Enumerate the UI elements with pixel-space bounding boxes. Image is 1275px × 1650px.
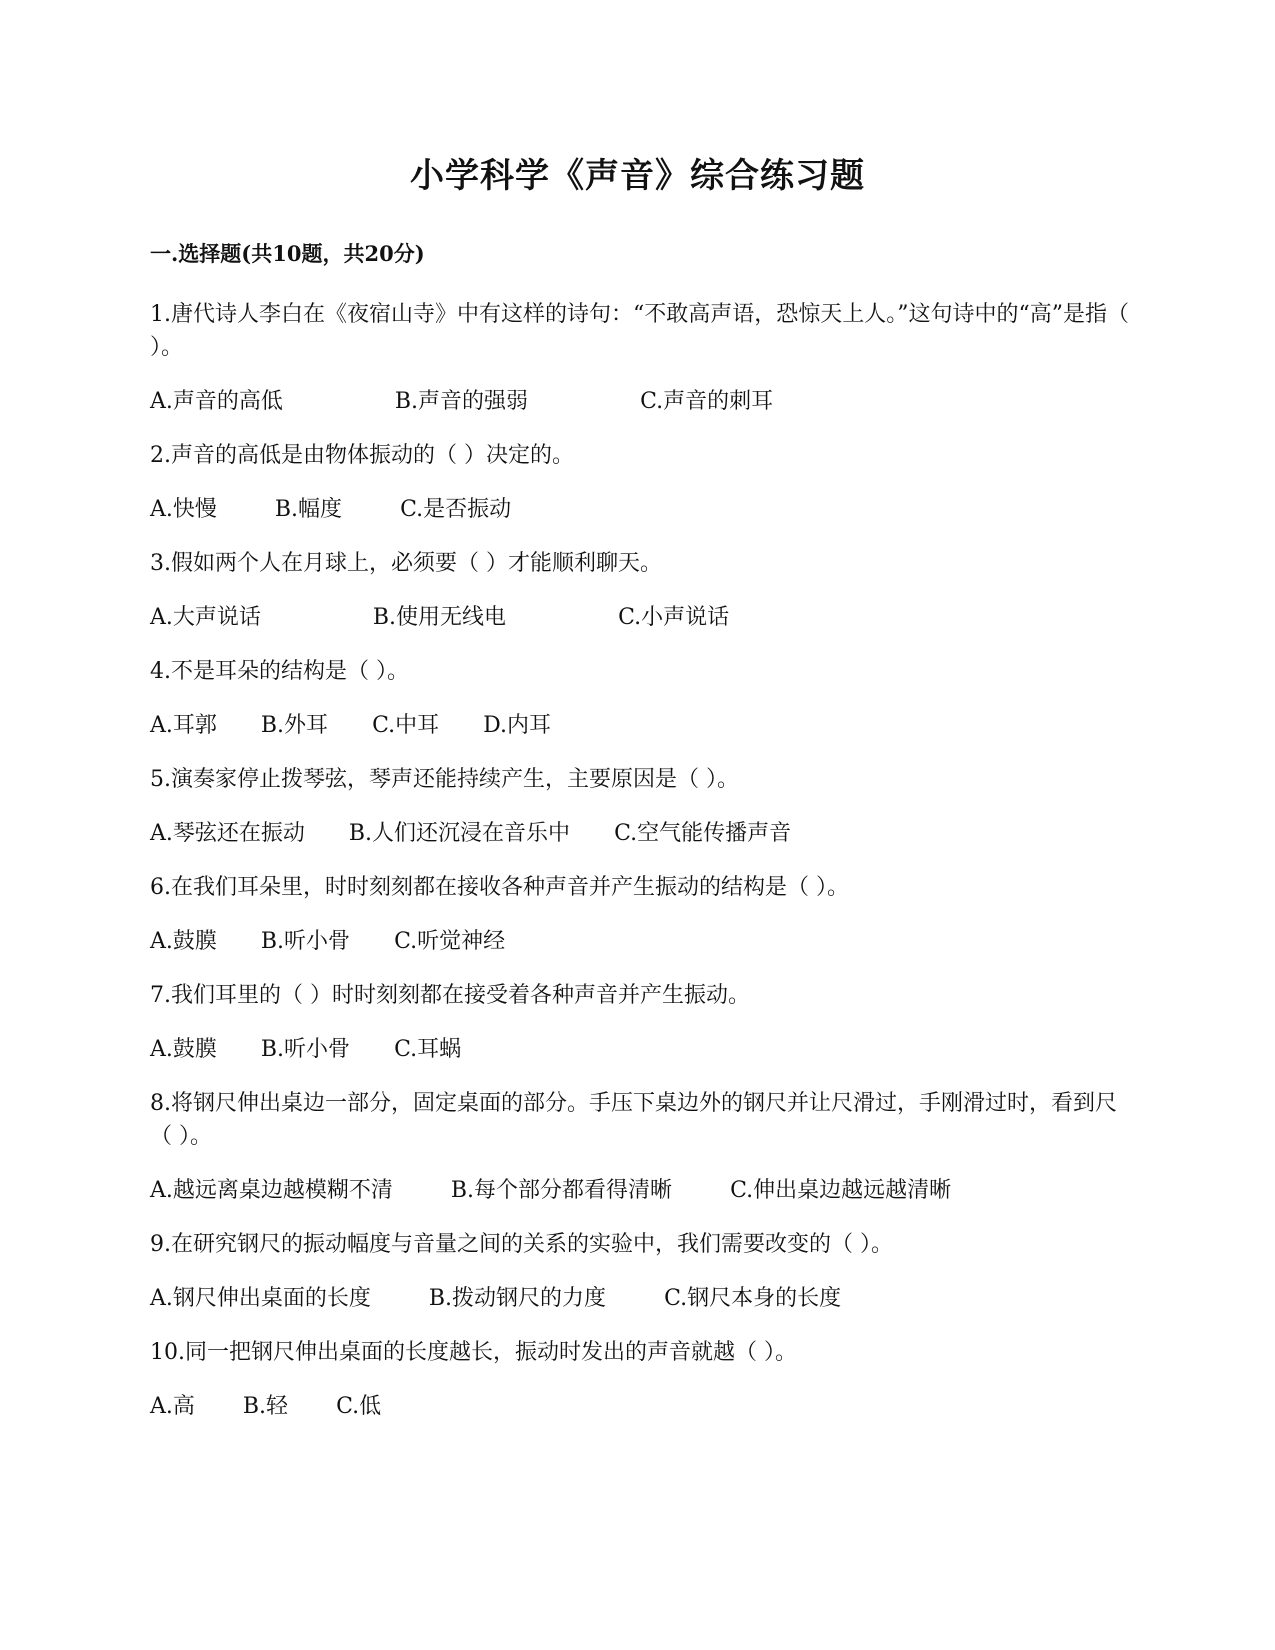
option-b: B.拨动钢尺的力度 bbox=[428, 1286, 607, 1311]
option-b: B.使用无线电 bbox=[372, 605, 507, 630]
question-3 bbox=[150, 547, 1130, 634]
option-b: B.听小骨 bbox=[260, 929, 351, 954]
question-6 bbox=[150, 871, 1130, 958]
option-b: B.声音的强弱 bbox=[394, 389, 529, 414]
question-10 bbox=[150, 1336, 1130, 1423]
option-c: C.小声说话 bbox=[618, 605, 730, 630]
question-text: 3.假如两个人在月球上，必须要（ ）才能顺利聊天。 bbox=[150, 551, 662, 576]
question-text: 9.在研究钢尺的振动幅度与音量之间的关系的实验中，我们需要改变的（ ）。 bbox=[150, 1232, 893, 1257]
option-c: C.耳蜗 bbox=[394, 1037, 462, 1062]
question-4 bbox=[150, 655, 1130, 742]
question-9 bbox=[150, 1228, 1130, 1315]
option-b: B.幅度 bbox=[274, 497, 343, 522]
option-row bbox=[150, 493, 1130, 526]
option-row bbox=[150, 385, 1130, 418]
option-a: A.声音的高低 bbox=[150, 389, 283, 414]
question-text: 10.同一把钢尺伸出桌面的长度越长，振动时发出的声音就越（ ）。 bbox=[150, 1340, 797, 1365]
question-text: 2.声音的高低是由物体振动的（ ）决定的。 bbox=[150, 443, 574, 468]
option-a: A.越远离桌边越模糊不清 bbox=[150, 1178, 393, 1203]
question-text: 4.不是耳朵的结构是（ ）。 bbox=[150, 659, 409, 684]
option-d: D.内耳 bbox=[483, 713, 551, 738]
question-text: 7.我们耳里的（ ）时时刻刻都在接受着各种声音并产生振动。 bbox=[150, 983, 750, 1008]
option-row bbox=[150, 601, 1130, 634]
option-a: A.钢尺伸出桌面的长度 bbox=[150, 1286, 371, 1311]
question-text: 1.唐代诗人李白在《夜宿山寺》中有这样的诗句：“不敢高声语，恐惊天上人。”这句诗中的“高”是指（ ）。 bbox=[150, 302, 1129, 360]
option-c: C.是否振动 bbox=[400, 497, 512, 522]
option-b: B.轻 bbox=[242, 1394, 289, 1419]
question-5 bbox=[150, 763, 1130, 850]
option-c: C.声音的刺耳 bbox=[640, 389, 774, 414]
question-1 bbox=[150, 298, 1130, 418]
option-c: C.低 bbox=[336, 1394, 382, 1419]
question-7 bbox=[150, 979, 1130, 1066]
option-a: A.琴弦还在振动 bbox=[150, 821, 305, 846]
option-row bbox=[150, 817, 1130, 850]
question-2 bbox=[150, 439, 1130, 526]
option-b: B.听小骨 bbox=[260, 1037, 351, 1062]
option-c: C.中耳 bbox=[372, 713, 440, 738]
option-a: A.大声说话 bbox=[150, 605, 261, 630]
option-b: B.每个部分都看得清晰 bbox=[450, 1178, 673, 1203]
option-b: B.人们还沉浸在音乐中 bbox=[348, 821, 571, 846]
option-c: C.钢尺本身的长度 bbox=[664, 1286, 842, 1311]
option-c: C.听觉神经 bbox=[394, 929, 506, 954]
option-row bbox=[150, 709, 1130, 742]
question-text: 5.演奏家停止拨琴弦，琴声还能持续产生，主要原因是（ ）。 bbox=[150, 767, 739, 792]
option-a: A.快慢 bbox=[150, 497, 217, 522]
option-c: C.伸出桌边越远越清晰 bbox=[730, 1178, 952, 1203]
option-row bbox=[150, 1390, 1130, 1423]
option-row bbox=[150, 925, 1130, 958]
question-text: 6.在我们耳朵里，时时刻刻都在接收各种声音并产生振动的结构是（ ）。 bbox=[150, 875, 849, 900]
option-a: A.鼓膜 bbox=[150, 929, 217, 954]
option-a: A.鼓膜 bbox=[150, 1037, 217, 1062]
option-a: A.高 bbox=[150, 1394, 195, 1419]
question-text: 8.将钢尺伸出桌边一部分，固定桌面的部分。手压下桌边外的钢尺并让尺滑过，手刚滑过时，看到尺（ ）。 bbox=[150, 1091, 1117, 1149]
document-title: 小学科学《声音》综合练习题 bbox=[410, 156, 865, 196]
question-8 bbox=[150, 1087, 1130, 1207]
option-row bbox=[150, 1174, 1130, 1207]
option-c: C.空气能传播声音 bbox=[614, 821, 792, 846]
option-a: A.耳郭 bbox=[150, 713, 217, 738]
option-b: B.外耳 bbox=[260, 713, 329, 738]
option-row bbox=[150, 1282, 1130, 1315]
question-list bbox=[150, 298, 1130, 1444]
option-row bbox=[150, 1033, 1130, 1066]
section-heading: 一.选择题(共10题，共20分) bbox=[150, 241, 425, 266]
